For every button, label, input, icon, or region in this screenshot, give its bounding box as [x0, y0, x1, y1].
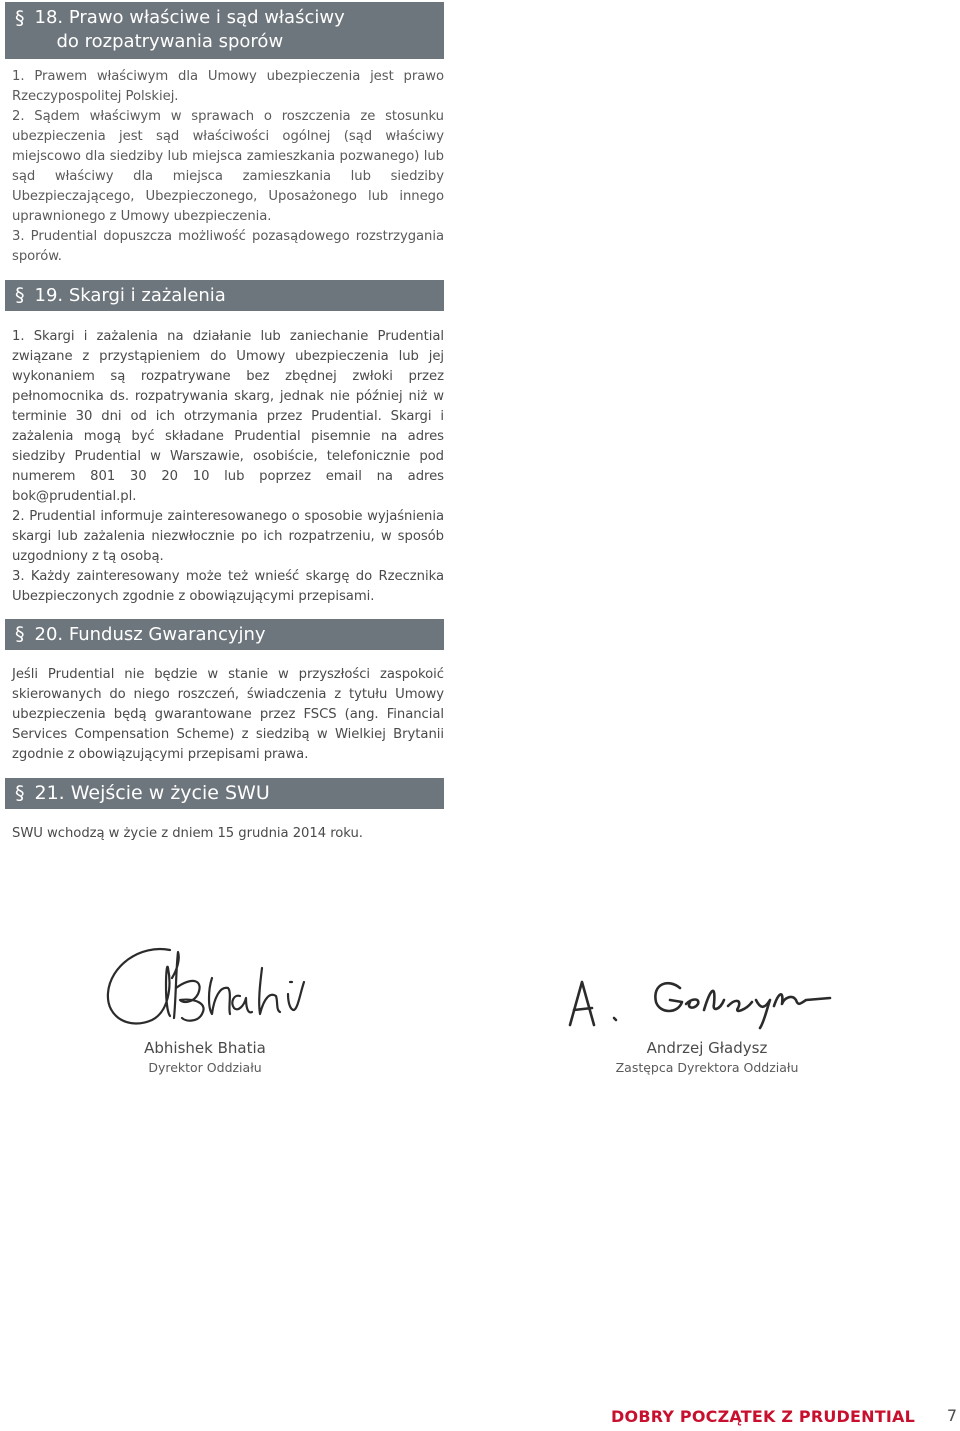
section-18-title	[35, 6, 375, 54]
section-19-para-3: 3. Każdy zainteresowany może też wnieść skargę do Rzecznika Ubezpieczonych zgodnie z obowiązującymi przepisami.	[12, 569, 444, 604]
section-symbol: §	[15, 623, 25, 645]
section-20-body	[12, 665, 444, 765]
signature-gladysz-image	[560, 970, 845, 1035]
section-19-body	[12, 327, 444, 607]
section-18-para-3: 3. Prudential dopuszcza możliwość pozasądowego rozstrzygania sporów.	[12, 229, 444, 264]
section-18-title-line2: do rozpatrywania sporów	[56, 31, 284, 52]
section-18-header	[5, 2, 444, 59]
section-19-title: 19. Skargi i zażalenia	[34, 285, 226, 306]
section-21-body	[12, 824, 444, 844]
signature-2-role: Zastępca Dyrektora Oddziału	[615, 1060, 799, 1075]
section-18-title-line1: 18. Prawo właściwe i sąd właściwy	[34, 7, 345, 28]
section-19-para-1: 1. Skargi i zażalenia na działanie lub zaniechanie Prudential związane z przystąpieniem do Umowy ubezpieczenia lub jej wykonaniem są rozpatrywane bez zbędnej zwłoki przez pełnomocnika ds. rozpatrywania skarg, jednak nie później niż w terminie 30 dni od ich otrzymania przez Prudential. Skargi i zażalenia mogą być składane Prudential pisemnie na adres siedziby Prudential w Warszawie, osobiście, telefonicznie pod numerem 801 30 20 10 lub poprzez email na adres bok@prudential.pl.	[12, 329, 444, 504]
section-18-para-2: 2. Sądem właściwym w sprawach o roszczenia ze stosunku ubezpieczenia jest sąd właściwości ogólnej (sąd właściwy miejscowo dla siedziby lub miejsca zamieszkania pozwanego) lub sąd właściwy dla miejsca zamieszkania lub siedziby Ubezpieczającego, Ubezpieczonego, Uposażonego lub innego uprawnionego z Umowy ubezpieczenia.	[12, 109, 444, 224]
signature-2-name: Andrzej Gładysz	[646, 1039, 768, 1057]
section-21-header	[5, 778, 444, 809]
section-21-para-1: SWU wchodzą w życie z dniem 15 grudnia 2014 roku.	[12, 826, 363, 841]
page-number: 7	[946, 1406, 957, 1425]
footer-title: DOBRY POCZĄTEK Z PRUDENTIAL	[611, 1407, 915, 1426]
section-21-title: 21. Wejście w życie SWU	[34, 782, 270, 804]
section-18-body	[12, 67, 444, 267]
section-20-para-1: Jeśli Prudential nie będzie w stanie w przyszłości zaspokoić skierowanych do niego roszczeń, świadczenia z tytułu Umowy ubezpieczenia będą gwarantowane przez FSCS (ang. Financial Services Compensation Scheme) z siedzibą w Wielkiej Brytanii zgodnie z obowiązującymi przepisami prawa.	[12, 667, 444, 762]
section-symbol: §	[15, 284, 25, 306]
section-19-para-2: 2. Prudential informuje zainteresowanego o sposobie wyjaśnienia skargi lub zażalenia niezwłocznie po ich rozpatrzeniu, w sposób uzgodniony z tą osobą.	[12, 509, 444, 564]
section-20-title: 20. Fundusz Gwarancyjny	[34, 624, 266, 645]
signature-1-role: Dyrektor Oddziału	[148, 1060, 262, 1075]
section-symbol: §	[15, 7, 25, 29]
section-19-header	[5, 280, 444, 311]
section-20-header	[5, 619, 444, 650]
section-symbol: §	[15, 782, 25, 804]
signature-1-name: Abhishek Bhatia	[144, 1039, 266, 1057]
section-18-para-1: 1. Prawem właściwym dla Umowy ubezpieczenia jest prawo Rzeczypospolitej Polskiej.	[12, 69, 444, 104]
signature-bhatia-image	[100, 938, 315, 1038]
